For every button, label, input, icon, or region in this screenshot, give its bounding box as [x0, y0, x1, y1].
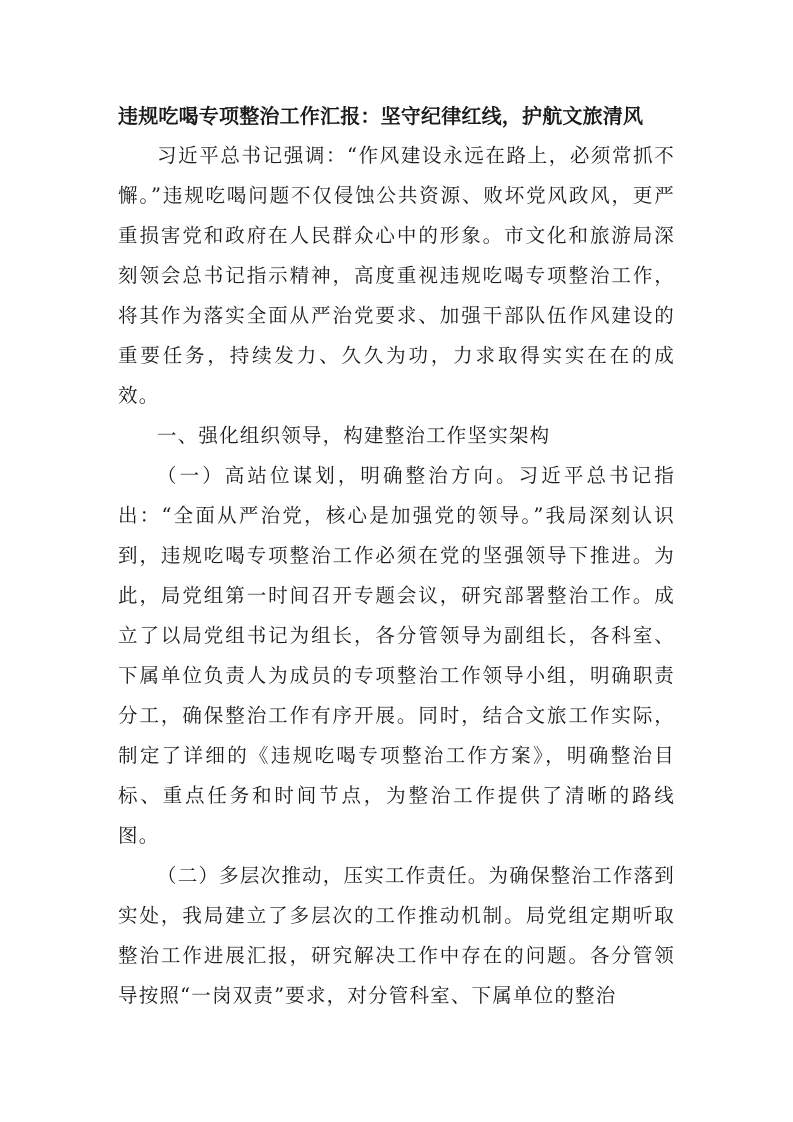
subsection-1-paragraph: （一）高站位谋划，明确整治方向。习近平总书记指出：“全面从严治党，核心是加强党的领导。”我局深刻认识到，违规吃喝专项整治工作必须在党的坚强领导下推进。为此，局党组第一时间召开专题会议，研究部署整治工作。成立了以局党组书记为组长，各分管领导为副组长，各科室、下属单位负责人为成员的专项整治工作领导小组，明确职责分工，确保整治工作有序开展。同时，结合文旅工作实际，制定了详细的《违规吃喝专项整治工作方案》，明确整治目标、重点任务和时间节点，为整治工作提供了清晰的路线图。	[118, 464, 675, 847]
subsection-2-paragraph: （二）多层次推动，压实工作责任。为确保整治工作落到实处，我局建立了多层次的工作推动机制。局党组定期听取整治工作进展汇报，研究解决工作中存在的问题。各分管领导按照“一岗双责”要求，对分管科室、下属单位的整治	[118, 864, 675, 1007]
intro-paragraph: 习近平总书记强调：“作风建设永远在路上，必须常抓不懈。”违规吃喝问题不仅侵蚀公共资源、败坏党风政风，更严重损害党和政府在人民群众心中的形象。市文化和旅游局深刻领会总书记指示精神，高度重视违规吃喝专项整治工作，将其作为落实全面从严治党要求、加强干部队伍作风建设的重要任务，持续发力、久久为功，力求取得实实在在的成效。	[118, 144, 675, 407]
section-heading-1: 一、强化组织领导，构建整治工作坚实架构	[157, 424, 551, 447]
document-title: 违规吃喝专项整治工作汇报：坚守纪律红线，护航文旅清风	[118, 104, 644, 128]
